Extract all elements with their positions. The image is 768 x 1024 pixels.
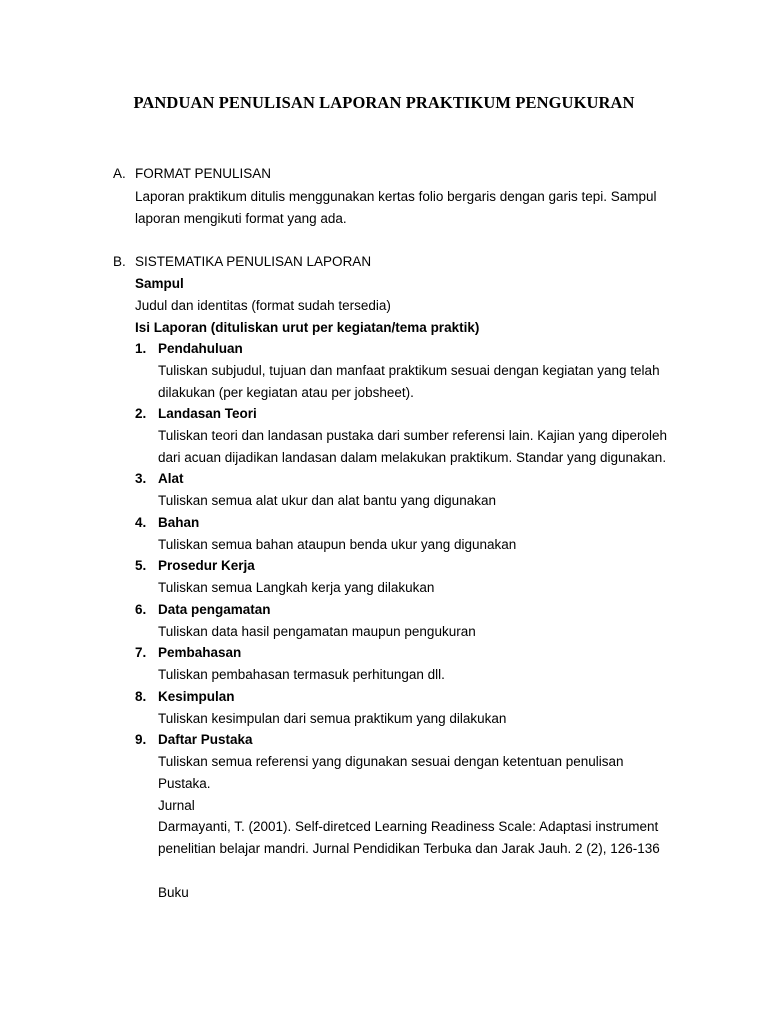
- item-text-line: Pustaka.: [158, 776, 211, 791]
- item-text-line: Tuliskan semua alat ukur dan alat bantu yang digunakan: [158, 493, 496, 508]
- item-title-bahan: Bahan: [158, 515, 200, 530]
- item-text-line: Tuliskan pembahasan termasuk perhitungan dll.: [158, 667, 445, 682]
- item-title-alat: Alat: [158, 471, 184, 486]
- item-text-line: dari acuan dijadikan landasan dalam melakukan praktikum. Standar yang digunakan.: [158, 450, 667, 465]
- item-number: 7.: [135, 645, 147, 660]
- item-text-line: Tuliskan teori dan landasan pustaka dari sumber referensi lain. Kajian yang diperoleh: [158, 428, 668, 443]
- document-title: PANDUAN PENULISAN LAPORAN PRAKTIKUM PENGUKURAN: [133, 93, 635, 112]
- sampul-heading: Sampul: [135, 276, 184, 291]
- item-number: 5.: [135, 558, 147, 573]
- section-b-title: SISTEMATIKA PENULISAN LAPORAN: [135, 254, 372, 269]
- item-title-data-pengamatan: Data pengamatan: [158, 602, 271, 617]
- item-number: 8.: [135, 689, 147, 704]
- isi-laporan-heading: Isi Laporan (dituliskan urut per kegiatan/tema praktik): [135, 320, 480, 335]
- section-b-letter: B.: [113, 254, 126, 269]
- section-a-text-line: laporan mengikuti format yang ada.: [135, 211, 347, 226]
- section-a-text-line: Laporan praktikum ditulis menggunakan kertas folio bergaris dengan garis tepi. Sampul: [135, 189, 657, 204]
- item-number: 9.: [135, 732, 147, 747]
- reference-line: penelitian belajar mandri. Jurnal Pendidikan Terbuka dan Jarak Jauh. 2 (2), 126-136: [158, 841, 660, 856]
- item-text-line: Tuliskan subjudul, tujuan dan manfaat praktikum sesuai dengan kegiatan yang telah: [158, 363, 660, 378]
- item-number: 3.: [135, 471, 147, 486]
- sampul-text: Judul dan identitas (format sudah tersedia): [135, 298, 391, 313]
- item-text-line: Tuliskan semua Langkah kerja yang dilakukan: [158, 580, 435, 595]
- item-text-line: dilakukan (per kegiatan atau per jobsheet).: [158, 385, 414, 400]
- item-text-line: Tuliskan semua bahan ataupun benda ukur yang digunakan: [158, 537, 517, 552]
- jurnal-label: Jurnal: [158, 798, 195, 813]
- item-number: 1.: [135, 341, 147, 356]
- item-text-line: Tuliskan data hasil pengamatan maupun pengukuran: [158, 624, 476, 639]
- item-number: 6.: [135, 602, 147, 617]
- reference-line: Darmayanti, T. (2001). Self-diretced Learning Readiness Scale: Adaptasi instrument: [158, 819, 659, 834]
- item-title-daftar-pustaka: Daftar Pustaka: [158, 732, 253, 747]
- item-title-prosedur-kerja: Prosedur Kerja: [158, 558, 255, 573]
- item-title-landasan-teori: Landasan Teori: [158, 406, 257, 421]
- buku-label: Buku: [158, 885, 189, 900]
- section-a-letter: A.: [113, 166, 126, 181]
- section-b-heading: [113, 254, 371, 269]
- item-number: 4.: [135, 515, 147, 530]
- item-text-line: Tuliskan semua referensi yang digunakan sesuai dengan ketentuan penulisan: [158, 754, 624, 769]
- section-a-title: FORMAT PENULISAN: [135, 166, 272, 181]
- item-title-kesimpulan: Kesimpulan: [158, 689, 235, 704]
- item-number: 2.: [135, 406, 147, 421]
- item-title-pendahuluan: Pendahuluan: [158, 341, 243, 356]
- item-title-pembahasan: Pembahasan: [158, 645, 242, 660]
- section-a-heading: [113, 166, 271, 181]
- item-text-line: Tuliskan kesimpulan dari semua praktikum yang dilakukan: [158, 711, 507, 726]
